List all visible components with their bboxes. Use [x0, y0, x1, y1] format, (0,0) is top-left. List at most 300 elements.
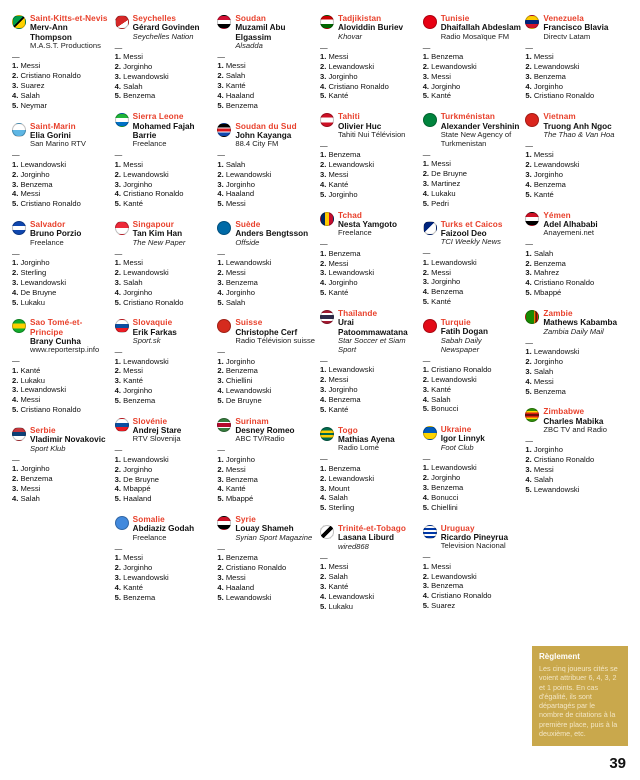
pick-item [525, 465, 624, 475]
pick-rank: 4. [114, 386, 122, 396]
pick-rank: 4. [320, 493, 327, 503]
country-name: Tunisie [440, 14, 470, 23]
entry-header [525, 112, 624, 140]
entry-header [320, 309, 419, 355]
pick-item [525, 180, 624, 190]
entry-text [338, 211, 419, 239]
pick-player: Lewandowski [225, 592, 272, 602]
pick-player: Benzema [328, 463, 361, 473]
pick-item [423, 189, 522, 199]
voter-entry [115, 220, 214, 307]
pick-player: Salah [20, 493, 40, 503]
pick-item [525, 367, 624, 377]
separator-dash: — [320, 140, 328, 150]
pick-player: Benzema [123, 91, 156, 101]
entry-header [423, 318, 522, 355]
pick-rank: 1. [217, 356, 224, 366]
voters-column [423, 14, 526, 622]
pick-player: Jorginho [533, 81, 563, 91]
flag-icon [525, 310, 539, 324]
voter-name: Elia Gorini [30, 130, 71, 140]
separator-dash: — [525, 42, 533, 52]
pick-player: Messi [328, 375, 349, 385]
pick-rank: 2. [217, 366, 224, 376]
pick-player: Jorginho [225, 179, 255, 189]
pick-item [320, 602, 419, 612]
voter-name: Vladimir Novakovic [30, 435, 106, 445]
pick-rank: 1. [12, 258, 19, 268]
pick-item [423, 199, 522, 209]
pick-rank: 4. [422, 287, 430, 297]
pick-player: Kanté [431, 297, 452, 307]
pick-player: Benzema [20, 473, 53, 483]
media-outlet: Sport.sk [132, 336, 161, 346]
entry-text [30, 220, 111, 248]
pick-item [115, 455, 214, 465]
pick-item [423, 62, 522, 72]
pick-item [423, 483, 522, 493]
separator-dash: — [12, 150, 20, 160]
pick-item [423, 268, 522, 278]
pick-item [12, 474, 111, 484]
pick-player: De Bruyne [20, 287, 57, 297]
pick-rank: 2. [12, 375, 19, 385]
pick-rank: 2. [217, 71, 224, 81]
pick-item [423, 591, 522, 601]
pick-player: Haaland [225, 582, 255, 592]
separator-dash: — [422, 453, 431, 463]
entry-header [217, 14, 316, 51]
picks-list [115, 553, 214, 602]
media-outlet: Seychelles Nation [132, 31, 194, 41]
pick-rank: 5. [12, 199, 19, 209]
entry-header [423, 220, 522, 248]
flag-icon [217, 221, 231, 235]
pick-rank: 3. [12, 179, 19, 189]
pick-item [320, 150, 419, 160]
picks-list [320, 52, 419, 101]
entry-text [543, 407, 624, 435]
pick-rank: 2. [525, 258, 532, 268]
pick-item [320, 190, 419, 200]
pick-player: Kanté [123, 582, 143, 592]
pick-rank: 3. [525, 170, 532, 180]
country-name: Soudan [235, 14, 266, 23]
media-outlet: The Thao & Van Hoa [543, 129, 615, 139]
pick-player: Jorginho [431, 473, 461, 483]
voter-entry [423, 318, 522, 414]
pick-item [115, 386, 214, 396]
pick-player: Jorginho [123, 386, 153, 396]
pick-player: Messi [431, 159, 451, 169]
entry-header [525, 407, 624, 435]
pick-item [525, 160, 624, 170]
pick-rank: 1. [320, 150, 327, 160]
pick-rank: 4. [422, 394, 430, 404]
pick-rank: 1. [114, 258, 122, 268]
pick-item [115, 52, 214, 62]
entry-header [12, 122, 111, 150]
pick-rank: 3. [12, 483, 19, 493]
pick-player: Salah [123, 277, 143, 287]
entry-text [441, 425, 522, 453]
pick-item [320, 62, 419, 72]
picks-list [217, 61, 316, 110]
pick-player: Lewandowski [123, 268, 169, 278]
pick-rank: 3. [217, 277, 224, 287]
pick-rank: 4. [114, 287, 122, 297]
pick-player: Chiellini [431, 502, 458, 512]
pick-rank: 2. [525, 61, 532, 71]
pick-rank: 3. [114, 179, 122, 189]
pick-player: Benzema [431, 483, 464, 493]
pick-player: Benzema [123, 395, 156, 405]
pick-rank: 2. [320, 572, 327, 581]
pick-player: Lewandowski [533, 61, 580, 71]
pick-item [320, 493, 419, 503]
entry-text [441, 318, 522, 355]
pick-item [12, 484, 111, 494]
pick-item [12, 160, 111, 170]
flag-icon [525, 113, 539, 127]
pick-item [115, 288, 214, 298]
entry-header [320, 14, 419, 42]
country-name: Singapour [132, 220, 175, 230]
pick-rank: 3. [217, 474, 224, 484]
pick-item [423, 365, 522, 375]
pick-item [320, 278, 419, 288]
pick-item [525, 82, 624, 92]
pick-rank: 2. [217, 563, 224, 573]
pick-player: Jorginho [533, 356, 563, 366]
picks-list [217, 357, 316, 406]
separator-dash: — [217, 150, 225, 160]
flag-icon [217, 516, 231, 530]
pick-player: Salah [225, 159, 246, 169]
voter-entry [115, 318, 214, 405]
pick-rank: 3. [12, 277, 19, 287]
pick-item [12, 101, 111, 111]
country-name: Tadjikistan [338, 14, 382, 23]
pick-player: Sterling [328, 503, 355, 513]
pick-item [12, 376, 111, 386]
pick-rank: 2. [114, 61, 122, 71]
pick-player: Messi [328, 258, 349, 268]
columns-container [12, 14, 628, 622]
media-outlet: Foot Club [440, 442, 474, 452]
voter-name: Merv-Ann Thompson [30, 23, 72, 42]
pick-rank: 5. [217, 395, 224, 405]
flag-icon [115, 516, 129, 530]
picks-list [525, 52, 624, 101]
country-name: Suède [235, 220, 261, 230]
pick-item [217, 91, 316, 101]
pick-rank: 2. [525, 356, 532, 366]
picks-list [320, 150, 419, 199]
voter-name: Aloviddin Buriev [338, 23, 404, 33]
pick-item [217, 180, 316, 190]
pick-rank: 1. [422, 257, 430, 267]
picks-list [423, 258, 522, 307]
country-name: Togo [338, 425, 358, 435]
pick-item [525, 62, 624, 72]
voters-column [320, 14, 423, 622]
pick-item [525, 91, 624, 101]
pick-item [423, 169, 522, 179]
voter-name: Olivier Huc [338, 121, 382, 131]
separator-dash: — [12, 248, 20, 258]
picks-list [217, 553, 316, 602]
voter-name: Bruno Porzio [30, 229, 82, 239]
pick-item [217, 170, 316, 180]
media-outlet: Radio Télévision suisse [235, 336, 315, 346]
picks-list [12, 160, 111, 209]
pick-item [423, 463, 522, 473]
voter-name: Mathias Ayena [338, 434, 395, 444]
voter-entry [217, 122, 316, 209]
pick-rank: 1. [422, 159, 430, 169]
pick-player: Lewandowski [225, 386, 272, 396]
media-outlet: Khovar [338, 31, 363, 41]
entry-header [423, 14, 522, 42]
pick-item [423, 91, 522, 101]
separator-dash: — [114, 42, 123, 52]
pick-player: Haaland [123, 494, 152, 504]
pick-player: Messi [431, 561, 451, 571]
picks-list [12, 366, 111, 415]
pick-item [217, 583, 316, 593]
pick-item [320, 375, 419, 385]
pick-rank: 4. [12, 91, 19, 101]
pick-item [320, 395, 419, 405]
entry-text [543, 211, 624, 239]
pick-rank: 1. [320, 52, 327, 62]
pick-item [115, 189, 214, 199]
pick-rank: 5. [217, 199, 224, 209]
country-name: Tahiti [338, 112, 360, 122]
media-outlet: Directv Latam [543, 31, 591, 41]
pick-item [12, 278, 111, 288]
pick-player: Mbappé [533, 288, 562, 298]
pick-rank: 4. [422, 591, 430, 601]
pick-player: Kanté [328, 581, 349, 591]
pick-item [525, 150, 624, 160]
pick-rank: 2. [320, 160, 327, 170]
pick-rank: 3. [217, 81, 224, 91]
entry-text [30, 122, 111, 150]
pick-item [423, 297, 522, 307]
pick-player: Cristiano Ronaldo [123, 297, 184, 307]
entry-header [115, 220, 214, 248]
voter-name: Mathews Kabamba [543, 318, 618, 328]
media-outlet: 88.4 City FM [235, 139, 279, 149]
pick-player: Messi [225, 199, 246, 209]
voter-name: Anders Bengtsson [235, 229, 309, 239]
pick-player: Pedri [431, 198, 449, 208]
voter-entry [525, 112, 624, 199]
pick-player: Lewandowski [123, 71, 169, 81]
voter-entry [217, 318, 316, 405]
pick-item [217, 396, 316, 406]
pick-player: Lewandowski [20, 385, 67, 395]
entry-text [235, 122, 316, 150]
pick-player: Messi [123, 366, 143, 376]
pick-player: Jorginho [123, 179, 153, 189]
picks-list [423, 562, 522, 611]
pick-rank: 3. [12, 81, 19, 91]
flag-icon [217, 123, 231, 137]
pick-player: De Bruyne [225, 395, 262, 405]
pick-item [320, 582, 419, 592]
media-outlet: Tahiti Nui Télévision [338, 129, 406, 139]
pick-rank: 2. [320, 258, 327, 268]
flag-icon [423, 113, 437, 127]
picks-list [115, 160, 214, 209]
flag-icon [217, 319, 231, 333]
pick-rank: 4. [12, 395, 19, 405]
pick-rank: 4. [525, 278, 532, 288]
pick-rank: 4. [320, 395, 327, 405]
pick-item [320, 484, 419, 494]
country-name: Soudan du Sud [235, 121, 297, 131]
pick-item [115, 573, 214, 583]
pick-player: Messi [328, 52, 349, 62]
entry-text [441, 112, 522, 149]
separator-dash: — [422, 149, 431, 159]
pick-item [217, 376, 316, 386]
voter-entry [12, 318, 111, 415]
flag-icon [12, 427, 26, 441]
flag-icon [320, 212, 334, 226]
pick-rank: 4. [114, 582, 122, 592]
flag-icon [115, 113, 129, 127]
pick-player: Messi [123, 159, 143, 169]
media-outlet: Freelance [132, 532, 167, 542]
pick-rank: 4. [12, 493, 19, 503]
country-name: Turks et Caicos [440, 219, 503, 229]
country-name: Saint-Marin [30, 121, 76, 131]
picks-list [320, 562, 419, 611]
pick-player: Martinez [431, 179, 461, 189]
pick-player: Kanté [431, 384, 452, 394]
picks-list [525, 150, 624, 199]
country-name: Syrie [235, 515, 256, 525]
pick-rank: 5. [320, 503, 327, 513]
pick-player: Messi [20, 395, 41, 405]
picks-list [320, 249, 419, 298]
voter-name: Fatih Dogan [440, 327, 488, 337]
pick-item [525, 377, 624, 387]
country-name: Sierra Leone [132, 112, 184, 122]
entry-header [115, 112, 214, 149]
entry-text [338, 426, 419, 454]
pick-item [115, 91, 214, 101]
pick-item [115, 465, 214, 475]
pick-player: Lewandowski [533, 160, 580, 170]
media-outlet: ABC TV/Radio [235, 434, 285, 444]
pick-item [423, 473, 522, 483]
pick-item [115, 298, 214, 308]
pick-item [115, 396, 214, 406]
voter-name: Desney Romeo [235, 425, 295, 435]
pick-rank: 3. [422, 179, 430, 189]
pick-player: Cristiano Ronaldo [20, 405, 81, 415]
pick-rank: 2. [114, 169, 122, 179]
pick-rank: 2. [217, 169, 224, 179]
pick-rank: 4. [217, 484, 224, 494]
pick-rank: 1. [525, 150, 532, 160]
pick-player: Lewandowski [328, 268, 375, 278]
pick-item [525, 249, 624, 259]
pick-player: Bonucci [431, 492, 459, 502]
pick-rank: 5. [422, 502, 430, 512]
pick-player: Suarez [20, 81, 45, 91]
separator-dash: — [217, 248, 225, 258]
pick-rank: 4. [217, 582, 224, 592]
pick-rank: 5. [422, 297, 430, 307]
pick-item [12, 180, 111, 190]
country-name: Thaïlande [338, 309, 378, 319]
pick-rank: 2. [320, 61, 327, 71]
voter-entry [12, 220, 111, 307]
pick-rank: 4. [525, 81, 532, 91]
pick-item [115, 160, 214, 170]
pick-player: Benzema [533, 258, 566, 268]
pick-player: Mahrez [533, 268, 560, 278]
entry-text [235, 417, 316, 445]
voter-entry [320, 14, 419, 101]
voter-entry [115, 112, 214, 209]
pick-rank: 5. [320, 189, 327, 199]
entry-text [441, 524, 522, 552]
pick-player: Kanté [225, 81, 246, 91]
pick-item [115, 553, 214, 563]
pick-player: Jorginho [225, 356, 255, 366]
pick-item [115, 475, 214, 485]
separator-dash: — [12, 454, 20, 464]
voter-name: Francisco Blavia [543, 23, 609, 33]
country-name: Ukraine [440, 425, 472, 435]
entry-text [338, 112, 419, 140]
picks-list [115, 357, 214, 406]
pick-rank: 3. [422, 581, 430, 591]
pick-player: Jorginho [328, 71, 358, 81]
pick-player: Benzema [533, 386, 566, 396]
pick-rank: 2. [217, 268, 224, 278]
pick-item [12, 170, 111, 180]
media-outlet: Sport Klub [30, 443, 66, 453]
pick-rank: 5. [422, 404, 430, 414]
pick-item [423, 159, 522, 169]
pick-rank: 1. [114, 553, 122, 563]
pick-player: Lewandowski [123, 356, 169, 366]
separator-dash: — [320, 454, 328, 464]
pick-item [217, 101, 316, 111]
pick-player: Jorginho [431, 81, 461, 91]
pick-player: Benzema [328, 395, 361, 405]
pick-player: Mbappé [123, 484, 151, 494]
pick-item [320, 503, 419, 513]
pick-rank: 4. [114, 189, 122, 199]
media-outlet: TCI Weekly News [440, 237, 501, 247]
voter-name: Dhaifallah Abdeslam [440, 23, 521, 33]
pick-item [423, 72, 522, 82]
voters-column [115, 14, 218, 622]
pick-player: Cristiano Ronaldo [533, 278, 595, 288]
pick-player: Benzema [328, 150, 361, 160]
media-outlet: The New Paper [132, 237, 186, 247]
pick-rank: 3. [320, 581, 327, 591]
